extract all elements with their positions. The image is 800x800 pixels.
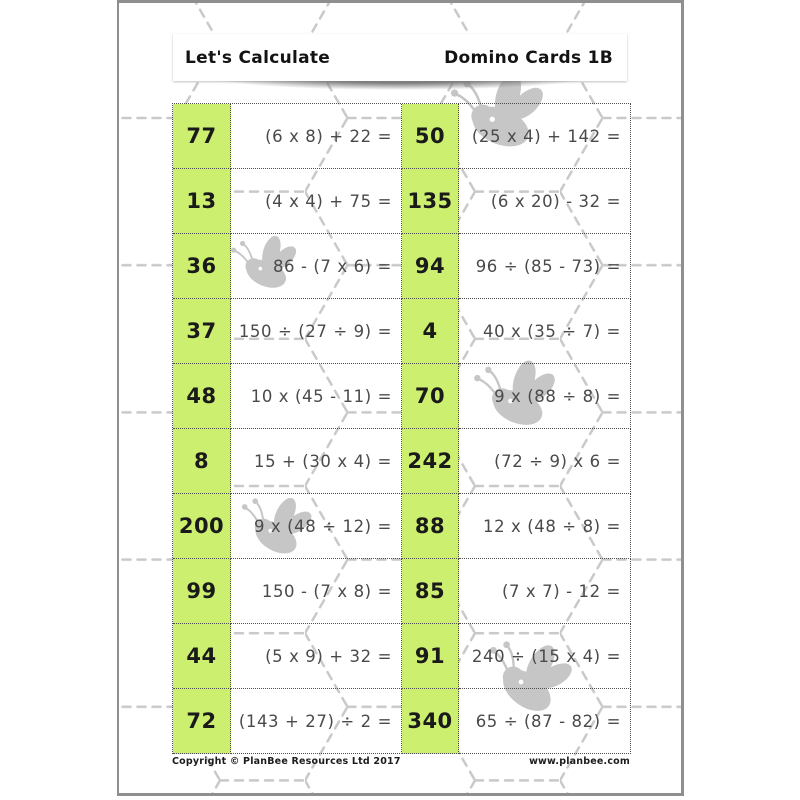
page-title: Let's Calculate [185,47,331,68]
answer-cell: 91 [402,624,459,689]
domino-cards-grid [172,103,631,754]
expression-cell: 86 - (7 x 6) = [231,234,402,299]
copyright-text: Copyright © PlanBee Resources Ltd 2017 [172,756,401,767]
expression-cell: (72 ÷ 9) x 6 = [459,429,631,494]
expression-cell: 150 ÷ (27 ÷ 9) = [231,299,402,364]
page-subtitle: Domino Cards 1B [444,47,613,68]
answer-cell: 77 [173,104,231,169]
answer-cell: 13 [173,169,231,234]
answer-cell: 242 [402,429,459,494]
expression-cell: (6 x 8) + 22 = [231,104,402,169]
answer-cell: 48 [173,364,231,429]
answer-cell: 85 [402,559,459,624]
expression-cell: 9 x (88 ÷ 8) = [459,364,631,429]
expression-cell: 9 x (48 ÷ 12) = [231,494,402,559]
answer-cell: 99 [173,559,231,624]
answer-cell: 44 [173,624,231,689]
answer-cell: 36 [173,234,231,299]
worksheet-page [117,0,684,796]
answer-cell: 200 [173,494,231,559]
answer-cell: 72 [173,689,231,754]
answer-cell: 135 [402,169,459,234]
expression-cell: 150 - (7 x 8) = [231,559,402,624]
expression-cell: 12 x (48 ÷ 8) = [459,494,631,559]
answer-cell: 8 [173,429,231,494]
expression-cell: (25 x 4) + 142 = [459,104,631,169]
expression-cell: 96 ÷ (85 - 73) = [459,234,631,299]
website-text: www.planbee.com [529,756,630,767]
answer-cell: 50 [402,104,459,169]
answer-cell: 37 [173,299,231,364]
expression-cell: (5 x 9) + 32 = [231,624,402,689]
expression-cell: (143 + 27) ÷ 2 = [231,689,402,754]
title-banner [173,34,627,81]
expression-cell: (6 x 20) - 32 = [459,169,631,234]
expression-cell: (7 x 7) - 12 = [459,559,631,624]
answer-cell: 70 [402,364,459,429]
answer-cell: 340 [402,689,459,754]
expression-cell: 40 x (35 ÷ 7) = [459,299,631,364]
expression-cell: 240 ÷ (15 x 4) = [459,624,631,689]
expression-cell: (4 x 4) + 75 = [231,169,402,234]
expression-cell: 15 + (30 x 4) = [231,429,402,494]
page-footer [172,756,630,767]
answer-cell: 4 [402,299,459,364]
expression-cell: 10 x (45 - 11) = [231,364,402,429]
answer-cell: 94 [402,234,459,299]
answer-cell: 88 [402,494,459,559]
expression-cell: 65 ÷ (87 - 82) = [459,689,631,754]
